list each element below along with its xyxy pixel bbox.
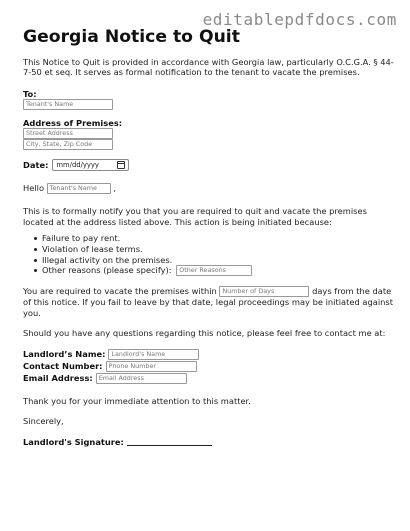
- address-section: [23, 118, 395, 150]
- contact-intro: Should you have any questions regarding this notice, please feel free to contact me at:: [23, 328, 386, 339]
- list-item: [33, 255, 395, 266]
- contact-number-row: [23, 361, 395, 373]
- reason-text: Other reasons (please specify):: [42, 265, 172, 276]
- sincerely: Sincerely,: [23, 415, 64, 426]
- vacate-suffix: days from the date of this notice. If you fail to leave by that date, legal proceedings may be initiated against you.: [23, 286, 393, 318]
- to-section: [23, 89, 395, 110]
- greeting-suffix: ,: [113, 183, 116, 194]
- date-row: [23, 159, 395, 171]
- contact-number-label: Contact Number:: [23, 361, 103, 372]
- date-placeholder: mm/dd/yyyy: [56, 161, 99, 170]
- list-item: [33, 233, 395, 244]
- contact-section: [23, 349, 395, 385]
- landlord-name-row: [23, 349, 395, 361]
- address-label: Address of Premises:: [23, 118, 123, 128]
- vacate-prefix: You are required to vacate the premises within: [23, 286, 217, 297]
- number-of-days-input[interactable]: Number of Days: [219, 286, 309, 297]
- other-reasons-input[interactable]: Other Reasons: [176, 265, 252, 276]
- notice-document: [23, 28, 395, 448]
- greeting-prefix: Hello: [23, 183, 45, 194]
- thanks-paragraph: Thank you for your immediate attention to this matter.: [23, 395, 251, 406]
- calendar-icon[interactable]: [117, 161, 125, 169]
- to-label: To:: [23, 88, 37, 99]
- list-item: [33, 265, 395, 276]
- reason-text: Illegal activity on the premises.: [42, 254, 173, 265]
- phone-number-input[interactable]: Phone Number: [106, 361, 197, 372]
- watermark: editablepdfdocs.com: [202, 10, 397, 29]
- greeting: [23, 183, 395, 194]
- email-address-input[interactable]: Email Address: [96, 373, 187, 384]
- signature-row: [23, 437, 395, 447]
- intro-paragraph: This Notice to Quit is provided in accordance with Georgia law, particularly O.C.G.A. § 44-7-50 et seq. It serves as formal notification to the tenant to vacate the premises.: [23, 56, 394, 78]
- email-label: Email Address:: [23, 373, 93, 384]
- reasons-list: [33, 233, 395, 276]
- email-row: [23, 373, 395, 385]
- vacate-paragraph: [23, 286, 395, 318]
- tenant-name-input[interactable]: Tenant's Name: [23, 99, 113, 110]
- notice-paragraph: This is to formally notify you that you are required to quit and vacate the premises located at the address listed above. This action is being initiated because:: [23, 206, 367, 227]
- reason-text: Violation of lease terms.: [42, 243, 143, 254]
- signature-line[interactable]: [127, 438, 212, 446]
- date-input[interactable]: [52, 159, 129, 171]
- list-item: [33, 244, 395, 255]
- street-address-input[interactable]: Street Address: [23, 128, 113, 139]
- landlord-name-input[interactable]: Landlord's Name: [108, 349, 199, 360]
- reason-text: Failure to pay rent.: [42, 233, 121, 244]
- greeting-tenant-name-input[interactable]: Tenant's Name: [47, 183, 111, 194]
- date-label: Date:: [23, 160, 49, 171]
- landlord-name-label: Landlord’s Name:: [23, 349, 106, 360]
- signature-label: Landlord's Signature:: [23, 437, 124, 448]
- city-state-zip-input[interactable]: City, State, Zip Code: [23, 139, 113, 150]
- page-title: Georgia Notice to Quit: [23, 27, 240, 47]
